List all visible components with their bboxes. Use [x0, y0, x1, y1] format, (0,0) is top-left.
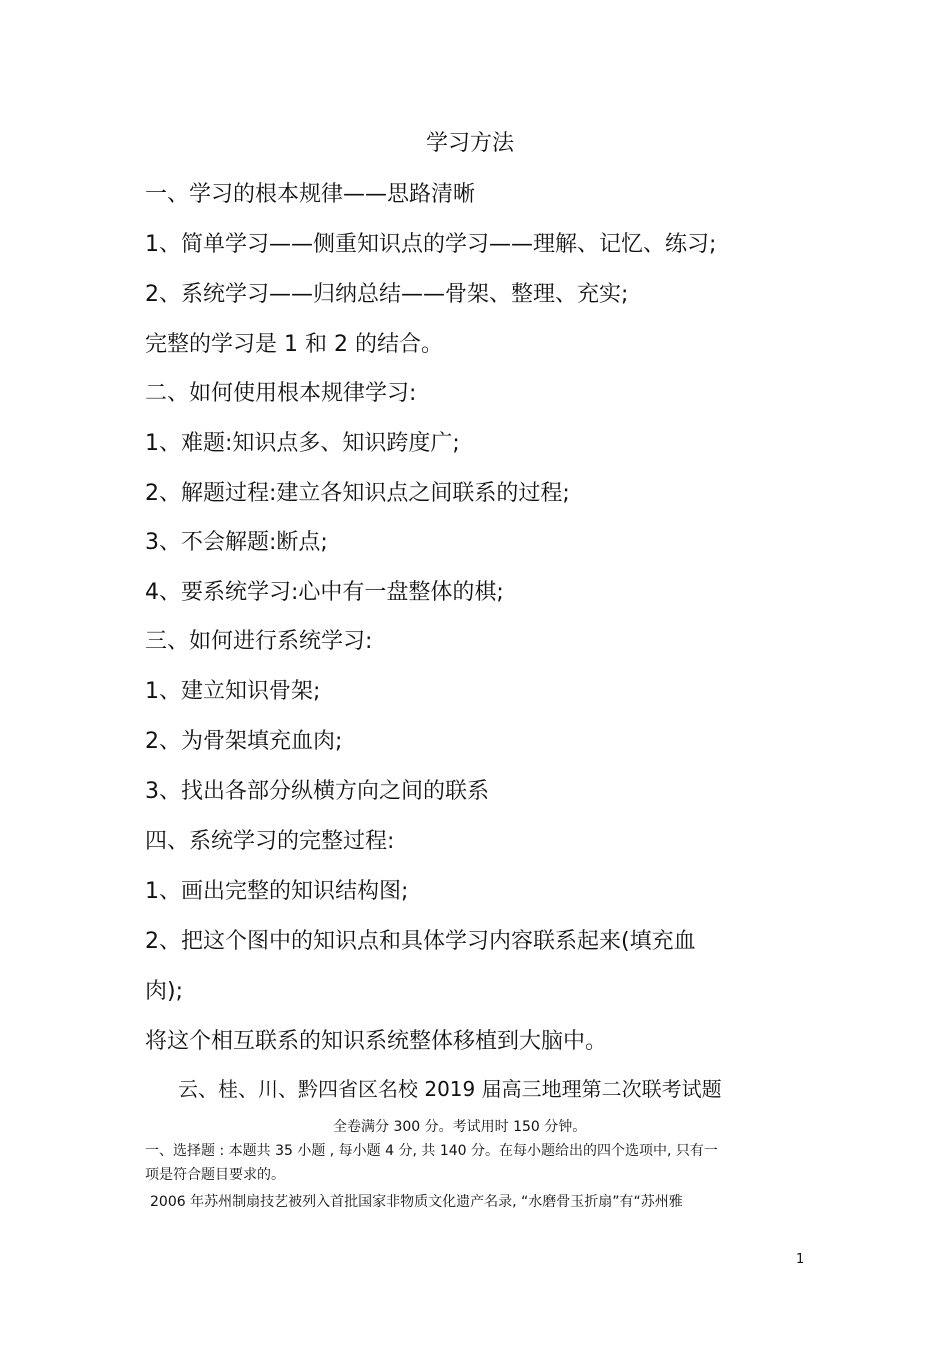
paragraph-line: 肉); — [145, 979, 183, 1004]
paragraph-line: 1、简单学习——侧重知识点的学习——理解、记忆、练习; — [145, 232, 717, 257]
paragraph-line: 2、为骨架填充血肉; — [145, 729, 343, 754]
paragraph-line: 3、不会解题:断点; — [145, 530, 328, 555]
paragraph-line: 2、系统学习——归纳总结——骨架、整理、充实; — [145, 282, 629, 307]
heading-3: 三、如何进行系统学习: — [145, 629, 373, 654]
exam-info: 全卷满分 300 分。考试用时 150 分钟。 — [333, 1119, 587, 1135]
heading-1: 一、学习的根本规律——思路清晰 — [145, 182, 476, 207]
paragraph-line: 1、画出完整的知识结构图; — [145, 879, 409, 904]
paragraph-line: 4、要系统学习:心中有一盘整体的棋; — [145, 580, 504, 605]
heading-2: 二、如何使用根本规律学习: — [145, 381, 417, 406]
section-instruction: 一、选择题 : 本题共 35 小题 , 每小题 4 分, 共 140 分。在每小题给出的四个选项中, 只有一 — [145, 1143, 718, 1159]
paragraph-line: 1、难题:知识点多、知识跨度广; — [145, 431, 460, 456]
page-number: 1 — [796, 1252, 805, 1267]
exam-title: 云、桂、川、黔四省区名校 2019 届高三地理第二次联考试题 — [178, 1077, 722, 1101]
document-title: 学习方法 — [425, 131, 514, 156]
section-instruction-continued: 项是符合题目要求的。 — [145, 1167, 285, 1183]
paragraph-line: 2、解题过程:建立各知识点之间联系的过程; — [145, 481, 570, 506]
paragraph-line: 1、建立知识骨架; — [145, 679, 321, 704]
paragraph-line: 将这个相互联系的知识系统整体移植到大脑中。 — [145, 1029, 608, 1054]
paragraph-line: 3、找出各部分纵横方向之间的联系 — [145, 779, 489, 804]
passage-line: 2006 年苏州制扇技艺被列入首批国家非物质文化遗产名录, “水磨骨玉折扇”有“苏州雅 — [150, 1194, 683, 1210]
paragraph-line: 完整的学习是 1 和 2 的结合。 — [145, 332, 443, 357]
heading-4: 四、系统学习的完整过程: — [145, 829, 395, 854]
paragraph-line: 2、把这个图中的知识点和具体学习内容联系起来(填充血 — [145, 929, 696, 954]
